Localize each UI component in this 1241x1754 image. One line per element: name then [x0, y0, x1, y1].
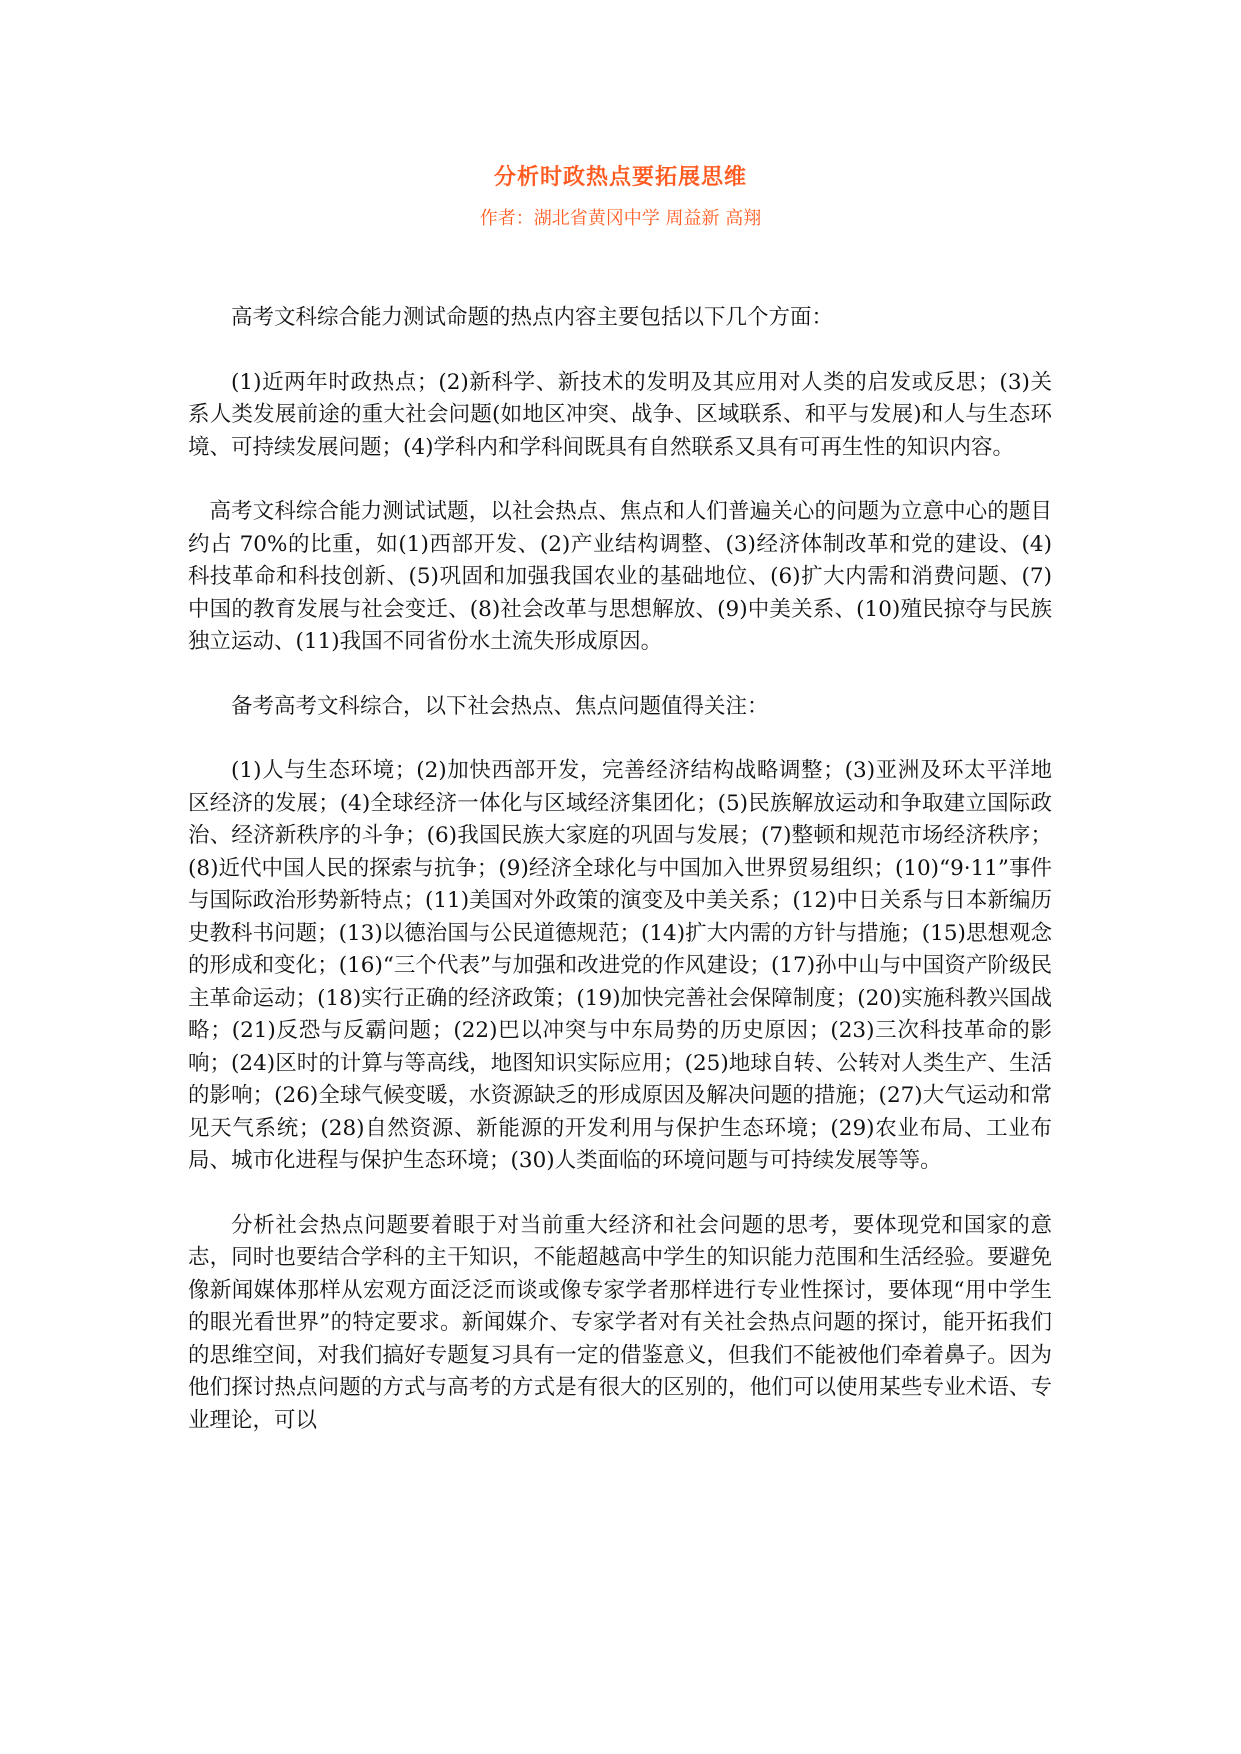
document-title: 分析时政热点要拓展思维 — [493, 164, 747, 190]
paragraph-proportion: 高考文科综合能力测试试题，以社会热点、焦点和人们普遍关心的问题为立意中心的题目约占 70%的比重，如(1)西部开发、(2)产业结构调整、(3)经济体制改革和党的建设、(4)科技革命和科技创新、(5)巩固和加强我国农业的基础地位、(6)扩大内需和消费问题、(7)中国的教育发展与社会变迁、(8)社会改革与思想解放、(9)中美关系、(10)殖民掠夺与民族独立运动、(11)我国不同省份水土流失形成原因。 — [188, 499, 1052, 654]
paragraph-topic-list: (1)人与生态环境；(2)加快西部开发，完善经济结构战略调整；(3)亚洲及环太平洋地区经济的发展；(4)全球经济一体化与区域经济集团化；(5)民族解放运动和争取建立国际政治、经济新秩序的斗争；(6)我国民族大家庭的巩固与发展；(7)整顿和规范市场经济秩序；(8)近代中国人民的探索与抗争；(9)经济全球化与中国加入世界贸易组织；(10)“9·11”事件与国际政治形势新特点；(11)美国对外政策的演变及中美关系；(12)中日关系与日本新编历史教科书问题；(13)以德治国与公民道德规范；(14)扩大内需的方针与措施；(15)思想观念的形成和变化；(16)“三个代表”与加强和改进党的作风建设；(17)孙中山与中国资产阶级民主革命运动；(18)实行正确的经济政策；(19)加快完善社会保障制度；(20)实施科教兴国战略；(21)反恐与反霸问题；(22)巴以冲突与中东局势的历史原因；(23)三次科技革命的影响；(24)区时的计算与等高线，地图知识实际应用；(25)地球自转、公转对人类生产、生活的影响；(26)全球气候变暖，水资源缺乏的形成原因及解决问题的措施；(27)大气运动和常见天气系统；(28)自然资源、新能源的开发利用与保护生态环境；(29)农业布局、工业布局、城市化进程与保护生态环境；(30)人类面临的环境问题与可持续发展等等。 — [188, 758, 1052, 1173]
paragraph-hotspot-list: (1)近两年时政热点；(2)新科学、新技术的发明及其应用对人类的启发或反思；(3)关系人类发展前途的重大社会问题(如地区冲突、战争、区域联系、和平与发展)和人与生态环境、可持续发展问题；(4)学科内和学科间既具有自然联系又具有可再生性的知识内容。 — [188, 369, 1052, 460]
paragraph-prep-heading: 备考高考文科综合，以下社会热点、焦点问题值得关注： — [231, 693, 769, 719]
document-author: 作者：湖北省黄冈中学 周益新 高翔 — [479, 208, 762, 229]
paragraph-analysis: 分析社会热点问题要着眼于对当前重大经济和社会问题的思考，要体现党和国家的意志，同时也要结合学科的主干知识，不能超越高中学生的知识能力范围和生活经验。要避免像新闻媒体那样从宏观方面泛泛而谈或像专家学者那样进行专业性探讨，要体现“用中学生的眼光看世界”的特定要求。新闻媒介、专家学者对有关社会热点问题的探讨，能开拓我们的思维空间，对我们搞好专题复习具有一定的借鉴意义，但我们不能被他们牵着鼻子。因为他们探讨热点问题的方式与高考的方式是有很大的区别的，他们可以使用某些专业术语、专业理论，可以 — [188, 1212, 1052, 1433]
paragraph-intro: 高考文科综合能力测试命题的热点内容主要包括以下几个方面： — [231, 305, 834, 330]
document-body — [188, 302, 1052, 1469]
